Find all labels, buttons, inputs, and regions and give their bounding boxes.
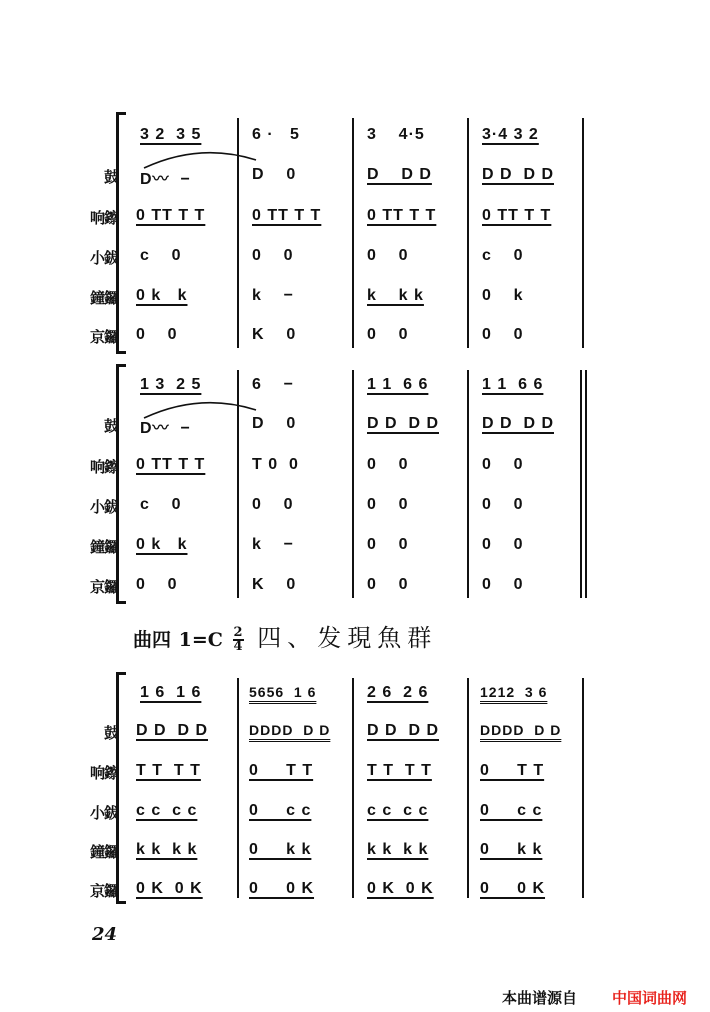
source-label: 本曲谱源自 [502,989,578,1007]
barline [467,678,469,898]
instrument-label-gong: 鐘鑼 [89,289,118,307]
barline [237,678,239,898]
instrument-label-drum: 鼓 [103,724,118,742]
part-measure: c 0 [140,247,182,264]
part-measure: 0 k k [136,287,188,304]
instrument-label-cymbal: 响鑔 [89,209,118,227]
part-measure: 0 0 [252,247,294,264]
part-measure: T T T T [136,762,201,779]
system-brace [116,112,129,354]
barline [467,370,469,598]
instrument-label-jing-gong: 京鑼 [89,578,118,596]
part-measure: c 0 [482,247,524,264]
meter-top: 2 [233,624,243,640]
part-measure: 0 0 [482,326,524,343]
part-measure: c c c c [367,802,429,819]
part-measure: 0 0 [367,247,409,264]
part-measure: k k k k [367,841,429,858]
part-measure: 0 T T [249,762,314,779]
melody-measure: 1 1 6 6 [367,376,429,393]
part-measure: D D D D [367,722,439,739]
part-measure: 0 c c [249,802,312,819]
instrument-label-cymbal: 响鑔 [89,764,118,782]
part-measure: 0 0 [252,496,294,513]
melody-measure: 3 2 3 5 [140,126,202,143]
part-measure: 0 0 [367,456,409,473]
part-measure: 0 0 [136,576,178,593]
part-measure: 0 TT T T [136,456,206,473]
melody-measure: 6 − [252,376,295,393]
part-measure: 0 TT T T [252,207,322,224]
part-measure: 0 0 [367,326,409,343]
part-measure: 0 T T [480,762,545,779]
part-measure: 0 0 K [480,880,546,897]
part-measure: T 0 0 [252,456,299,473]
part-measure: D D D D [482,166,554,183]
section-heading [133,618,437,653]
part-measure: T T T T [367,762,432,779]
part-measure: 0 0 [367,536,409,553]
heading-prefix: 曲四 [133,629,172,651]
melody-measure: 3·4 3 2 [482,126,539,143]
barline-final [585,370,587,598]
part-measure: 0 k k [249,841,312,858]
barline [352,678,354,898]
part-measure: K 0 [252,576,297,593]
part-measure: 0 0 [482,536,524,553]
part-measure: 0 TT T T [367,207,437,224]
part-measure: 0 K 0 K [367,880,434,897]
part-measure: 0 TT T T [482,207,552,224]
section-title: 四、发現魚群 [257,624,438,652]
meter-bottom: 4 [233,638,243,654]
melody-measure: 2 6 2 6 [367,684,429,701]
system-brace [116,364,129,604]
part-measure: DDDD D D [480,722,562,738]
part-measure: D D D [367,166,432,183]
part-measure: 0 0 [367,576,409,593]
melody-measure: 1212 3 6 [480,684,548,700]
part-measure: c 0 [140,496,182,513]
part-measure: 0 0 [482,576,524,593]
part-measure: 0 0 [482,496,524,513]
part-measure: k − [252,287,295,304]
part-measure: 0 k k [480,841,543,858]
instrument-label-drum: 鼓 [103,417,118,435]
melody-measure: 5656 1 6 [249,684,317,700]
instrument-label-small-cymbal: 小鈸 [89,498,118,516]
part-measure: D 0 [252,166,297,183]
barline [467,118,469,348]
part-measure: 0 0 [482,456,524,473]
heading-key: 1=C [178,629,223,651]
barline [352,370,354,598]
part-measure: 0 0 [367,496,409,513]
barline [352,118,354,348]
time-signature [233,624,244,654]
part-measure: DDDD D D [249,722,331,738]
instrument-label-small-cymbal: 小鈸 [89,249,118,267]
part-measure: D D D D [367,415,439,432]
barline-final [580,370,582,598]
part-measure: k − [252,536,295,553]
instrument-label-gong: 鐘鑼 [89,843,118,861]
part-measure: D〰 − [140,171,191,188]
instrument-label-jing-gong: 京鑼 [89,882,118,900]
part-measure: 0 K 0 K [136,880,203,897]
instrument-label-small-cymbal: 小鈸 [89,804,118,822]
barline [582,678,584,898]
part-measure: c c c c [136,802,198,819]
barline [582,118,584,348]
part-measure: k k k k [136,841,198,858]
site-link[interactable]: 中国词曲网 [612,989,688,1007]
part-measure: D D D D [482,415,554,432]
page-number: 24 [92,924,118,945]
part-measure: 0 c c [480,802,543,819]
part-measure: D 0 [252,415,297,432]
part-measure: 0 0 [136,326,178,343]
melody-measure: 1 6 1 6 [140,684,202,701]
part-measure: D D D D [136,722,208,739]
instrument-label-drum: 鼓 [103,168,118,186]
melody-measure: 1 3 2 5 [140,376,202,393]
instrument-label-jing-gong: 京鑼 [89,328,118,346]
part-measure: 0 k k [136,536,188,553]
part-measure: 0 k [482,287,524,304]
part-measure: K 0 [252,326,297,343]
part-measure: 0 TT T T [136,207,206,224]
melody-measure: 1 1 6 6 [482,376,544,393]
melody-measure: 6 · 5 [252,126,300,143]
system-brace [116,672,129,904]
melody-measure: 3 4·5 [367,126,425,143]
instrument-label-cymbal: 响鑔 [89,458,118,476]
instrument-label-gong: 鐘鑼 [89,538,118,556]
part-measure: k k k [367,287,424,304]
part-measure: 0 0 K [249,880,315,897]
part-measure: D〰 − [140,420,191,437]
